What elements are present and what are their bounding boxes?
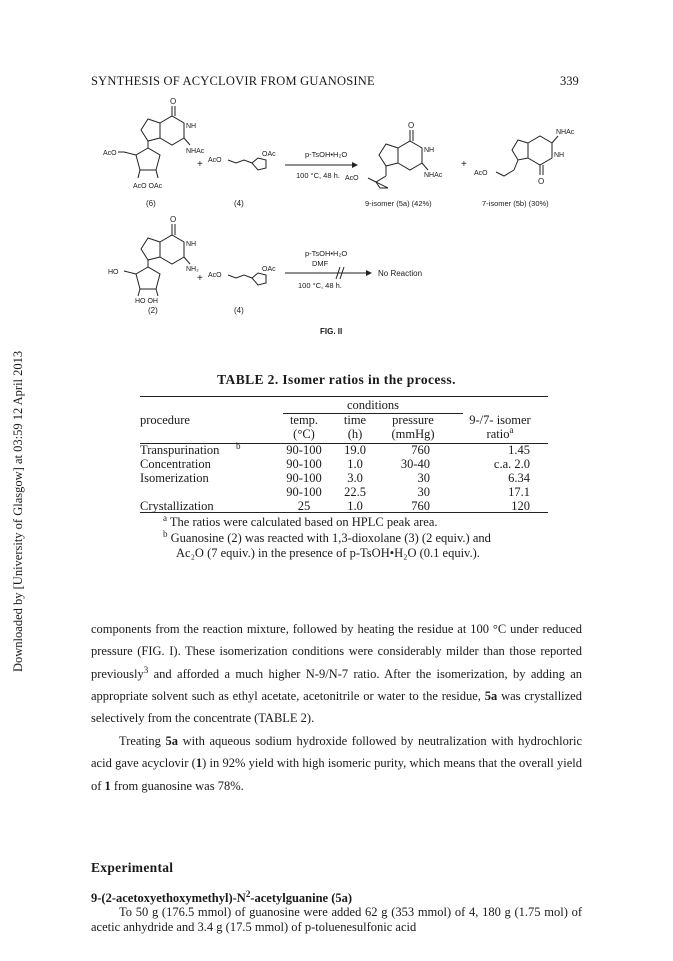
para2-d: from guanosine was 78%.: [110, 778, 244, 793]
reagent-aco-label-2: AcO: [208, 272, 222, 279]
header-temp-unit: (°C): [293, 427, 315, 441]
table-cell-ratio: 1.45: [508, 443, 530, 457]
nhac-label: NHAc: [186, 148, 205, 155]
header-time: time: [343, 413, 367, 427]
o-label: O: [170, 97, 177, 106]
body-paragraph-2: [91, 730, 582, 797]
compound-heading: [91, 888, 353, 906]
para1-rest: and afforded a much higher N-9/N-7 ratio. After the isomerization, by adding an appropriate solvent such as ethyl acetate, acetonitrile or water to the residue,: [91, 666, 582, 703]
table-cell-ratio: c.a. 2.0: [493, 457, 530, 471]
o-label-5a: O: [408, 121, 415, 130]
table-cell-temp: 90-100: [286, 471, 322, 485]
aco-label-5b: AcO: [474, 170, 488, 177]
running-head: SYNTHESIS OF ACYCLOVIR FROM GUANOSINE: [91, 74, 375, 88]
product-5b-structure: [496, 136, 558, 176]
header-ratio: 9-/7- isomer: [469, 413, 531, 427]
header-ratio-unit: [452, 424, 548, 442]
experimental-heading: Experimental: [91, 860, 174, 875]
table-cell-ratio: 17.1: [508, 485, 530, 499]
reagent-aco-label: AcO: [208, 157, 222, 164]
compound-6-label: (6): [146, 199, 156, 208]
plus-sign-2: +: [461, 159, 467, 170]
compound-heading-b: -acetylguanine (5a): [250, 891, 353, 905]
download-notice: Downloaded by [University of Glasgow] at 03:59 12 April 2013: [11, 350, 25, 672]
compound-heading-sup: 2: [245, 888, 251, 899]
conditions-bottom: 100 °C, 48 h.: [296, 171, 340, 180]
experimental-paragraph: To 50 g (176.5 mmol) of guanosine were added 62 g (353 mmol) of 4, 180 g (1.75 mol) of acetic anhydride and 3.4 g (17.5 mmol) of p-toluenesulfonic acid: [91, 905, 582, 934]
nh-label: NH: [186, 123, 197, 130]
nhac-label-5b: NHAc: [556, 129, 575, 136]
o-label-2: O: [170, 215, 177, 224]
compound-2-sugar-substituents: HO OH: [135, 298, 158, 305]
para1-end: was crystallized selectively from the concentrate (TABLE 2).: [91, 688, 582, 726]
procedure-footnote-mark: b: [236, 441, 241, 451]
table-cell-temp: 90-100: [286, 485, 322, 499]
table-cell-time: 1.0: [347, 499, 363, 513]
compound-1-ref: 1: [195, 756, 203, 771]
compound-4-label-2: (4): [234, 306, 244, 315]
body-paragraph-1: [91, 618, 582, 729]
para2-a: Treating: [119, 734, 166, 748]
compound-2-structure: [124, 224, 190, 296]
figure-label: FIG. II: [320, 327, 343, 336]
table-cell-ratio: 120: [511, 499, 530, 513]
conditions2-line2: DMF: [312, 259, 329, 268]
compound-5a-ref-2: 5a: [165, 734, 179, 748]
product-7-label: 7-isomer (5b) (30%): [482, 199, 549, 208]
table-cell-pressure: 760: [411, 499, 430, 513]
table-top-rule: [140, 396, 548, 397]
table-cell-procedure: Isomerization: [140, 471, 209, 485]
table-cell-temp: 25: [297, 499, 311, 513]
no-reaction-label: No Reaction: [378, 269, 423, 278]
table-cell-temp: 90-100: [286, 457, 322, 471]
para2-b: with aqueous sodium hydroxide followed by neutralization with hydrochloric acid gave acyclovir (: [91, 734, 583, 771]
table-cell-pressure: 30: [417, 485, 430, 499]
para1-text: components from the reaction mixture, followed by heating the residue at 100 °C under reduced pressure (FIG. I). These isomerization conditions were considerably milder than those reported previously: [91, 622, 582, 681]
compound-4-label: (4): [234, 199, 244, 208]
ratio-footnote-mark: a: [509, 424, 514, 435]
conditions2-bottom: 100 °C, 48 h.: [298, 281, 342, 290]
reagent-oac-label-2: OAc: [262, 266, 276, 273]
footnote-a-mark: a: [163, 512, 167, 523]
nhac-label-5a: NHAc: [424, 172, 443, 179]
page-number: 339: [560, 74, 579, 88]
table-cell-procedure: Crystallization: [140, 499, 214, 513]
compound-1-ref-2: 1: [104, 778, 111, 793]
table-cell-time: 19.0: [344, 443, 366, 457]
plus-sign: +: [197, 159, 203, 170]
table-cell-pressure: 760: [411, 443, 430, 457]
nh2-label: NH₂: [186, 266, 199, 273]
conditions-group-header: conditions: [346, 398, 400, 412]
nh-label-2: NH: [186, 241, 197, 248]
experimental-text: [91, 905, 582, 935]
table-cell-temp: 90-100: [286, 443, 322, 457]
aco-label-5a: AcO: [345, 175, 359, 182]
aco-label: AcO: [103, 150, 117, 157]
compound-4-structure-2: [228, 273, 266, 285]
reagent-oac-label: OAc: [262, 151, 276, 158]
table-cell-time: 1.0: [347, 457, 363, 471]
compound-6-sugar-substituents: AcO OAc: [133, 183, 163, 190]
header-temp: temp.: [289, 413, 319, 427]
compound-5a-ref: 5a: [484, 688, 498, 703]
table-bottom-rule: [140, 512, 548, 513]
table-cell-procedure: Concentration: [140, 457, 211, 471]
product-5a-structure: [368, 130, 428, 188]
header-pressure: pressure: [392, 413, 434, 427]
product-9-label: 9-isomer (5a) (42%): [365, 199, 432, 208]
table-title: TABLE 2. Isomer ratios in the process.: [217, 372, 456, 387]
footnote-a: [163, 512, 438, 530]
plus-sign-3: +: [197, 273, 203, 284]
conditions2-line1: p-TsOH•H₂O: [305, 249, 348, 258]
footnote-b-line2: Ac₂O (7 equiv.) in the presence of p-TsOH•H₂O (0.1 equiv.).: [176, 546, 480, 560]
compound-4-structure: [228, 158, 266, 170]
footnote-b-mark: b: [163, 528, 168, 539]
reference-3: 3: [143, 664, 149, 675]
table-cell-ratio: 6.34: [508, 471, 530, 485]
ratio-unit-text: ratio: [486, 427, 510, 441]
compound-2-label: (2): [148, 306, 158, 315]
compound-heading-a: 9-(2-acetoxyethoxymethyl)-N: [91, 891, 246, 905]
table-cell-pressure: 30-40: [400, 457, 430, 471]
table-cell-time: 3.0: [347, 471, 363, 485]
footnote-b-text-1: Guanosine (2) was reacted with 1,3-dioxolane (3) (2 equiv.) and: [170, 531, 491, 545]
table-cell-time: 22.5: [344, 485, 366, 499]
compound-6-structure: [118, 106, 190, 178]
o-label-5b: O: [538, 177, 545, 186]
conditions-top: p-TsOH•H₂O: [305, 150, 348, 159]
table-cell-pressure: 30: [417, 471, 430, 485]
nh-label-5b: NH: [554, 152, 565, 159]
ho-label: HO: [108, 269, 119, 276]
reaction-scheme: [0, 0, 673, 340]
header-pressure-unit: (mmHg): [391, 427, 435, 441]
nh-label-5a: NH: [424, 147, 435, 154]
footnote-b: [163, 528, 491, 546]
header-procedure: procedure: [140, 413, 190, 427]
header-time-unit: (h): [347, 427, 363, 441]
para2-c: ) in 92% yield with high isomeric purity, which means that the overall yield of: [91, 756, 582, 793]
table-cell-procedure: Transpurination: [140, 443, 220, 457]
footnote-a-text: The ratios were calculated based on HPLC peak area.: [169, 515, 438, 529]
